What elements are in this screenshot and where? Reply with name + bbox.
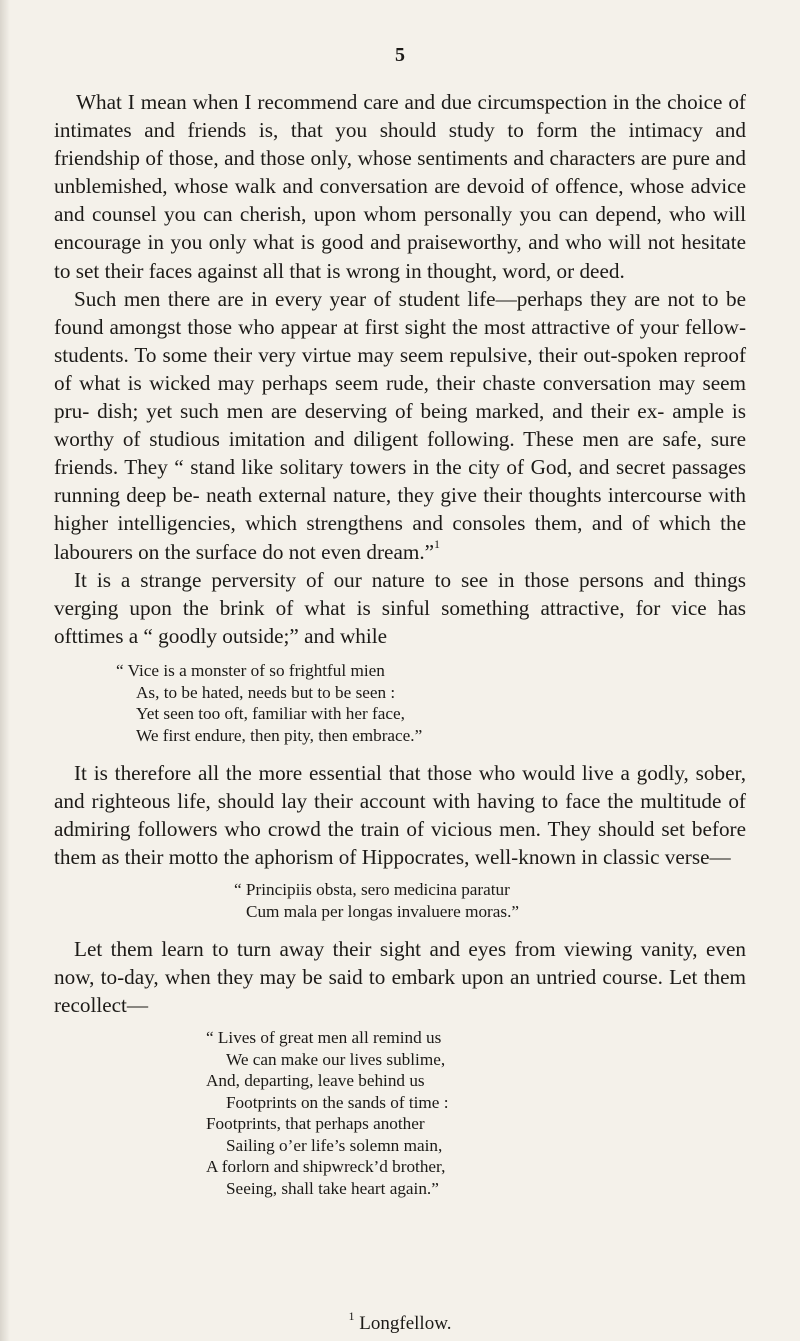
- verse-line: Footprints on the sands of time :: [226, 1092, 449, 1112]
- verse-line: Footprints, that perhaps another: [206, 1114, 425, 1134]
- page-edge-shadow: [0, 0, 10, 1341]
- paragraph-such-men: [54, 285, 746, 566]
- page-number: 5: [395, 44, 405, 66]
- verse-line: We can make our lives sublime,: [226, 1049, 446, 1069]
- paragraph-let-them-learn: Let them learn to turn away their sight and eyes from viewing vanity, even now, to-day, when they may be said to embark upon an untried course. Let them recollect—: [54, 937, 746, 1018]
- footnote-text: Longfellow.: [359, 1313, 452, 1334]
- paragraph-such-men-text: Such men there are in every year of student life—perhaps they are not to be found amongst those who appear at first sight the most attractive of your fellow-students. To some their very virtue may seem repulsive, their out-spoken reproof of what is wicked may perhaps seem rude, their chaste conversation may seem pru- dish; yet such men are deserving of being marked, and their ex- ample is worthy of studious imitation and diligent following. These men are safe, sure friends. They “ stand like solitary towers in the city of God, and secret passages running deep be- neath external nature, they give their thoughts intercourse with higher intelligencies, which strengthens and consoles them, and of which the labourers on the surface do not even dream.”: [54, 286, 746, 564]
- footnote-reference: 1: [434, 537, 441, 552]
- verse-line: Cum mala per longas invaluere moras.”: [246, 902, 520, 922]
- verse-line: We first endure, then pity, then embrace.”: [136, 726, 423, 746]
- footnote-mark: 1: [348, 1308, 355, 1323]
- verse-line: “ Vice is a monster of so frightful mien: [116, 660, 385, 680]
- verse-line: Seeing, shall take heart again.”: [226, 1178, 439, 1198]
- verse-longfellow: [54, 1027, 746, 1199]
- verse-line: Sailing o’er life’s solemn main,: [226, 1135, 443, 1155]
- body-text: [54, 88, 746, 1205]
- verse-line: And, departing, leave behind us: [206, 1071, 425, 1091]
- paragraph-strange-perversity: It is a strange perversity of our nature to see in those persons and things verging upon the brink of what is sinful something attractive, for vice has ofttimes a “ goodly outside;” and while: [54, 567, 746, 648]
- paragraph-therefore: It is therefore all the more essential that those who would live a godly, sober, and righteous life, should lay their account with having to face the multitude of admiring followers who crowd the train of vicious men. They should set before them as their motto the aphorism of Hippocrates, well-known in classic verse—: [54, 761, 746, 870]
- verse-line: As, to be hated, needs but to be seen :: [136, 682, 396, 702]
- footnote: [0, 1308, 800, 1335]
- verse-line: “ Lives of great men all remind us: [206, 1028, 442, 1048]
- paragraph-choice-of-friends: What I mean when I recommend care and due circumspection in the choice of intimates and friends is, that you should study to form the intimacy and friendship of those, and those only, whose sentiments and characters are pure and unblemished, whose walk and conversation are devoid of offence, whose advice and counsel you can cherish, upon whom personally you can depend, who will encourage in you only what is good and praiseworthy, and who will not hesitate to set their faces against all that is wrong in thought, word, or deed.: [54, 90, 746, 283]
- verse-line: “ Principiis obsta, sero medicina paratur: [234, 880, 510, 900]
- verse-line: Yet seen too oft, familiar with her face,: [136, 704, 405, 724]
- verse-vice: [54, 660, 746, 747]
- verse-latin: [54, 879, 746, 923]
- verse-line: A forlorn and shipwreck’d brother,: [206, 1157, 446, 1177]
